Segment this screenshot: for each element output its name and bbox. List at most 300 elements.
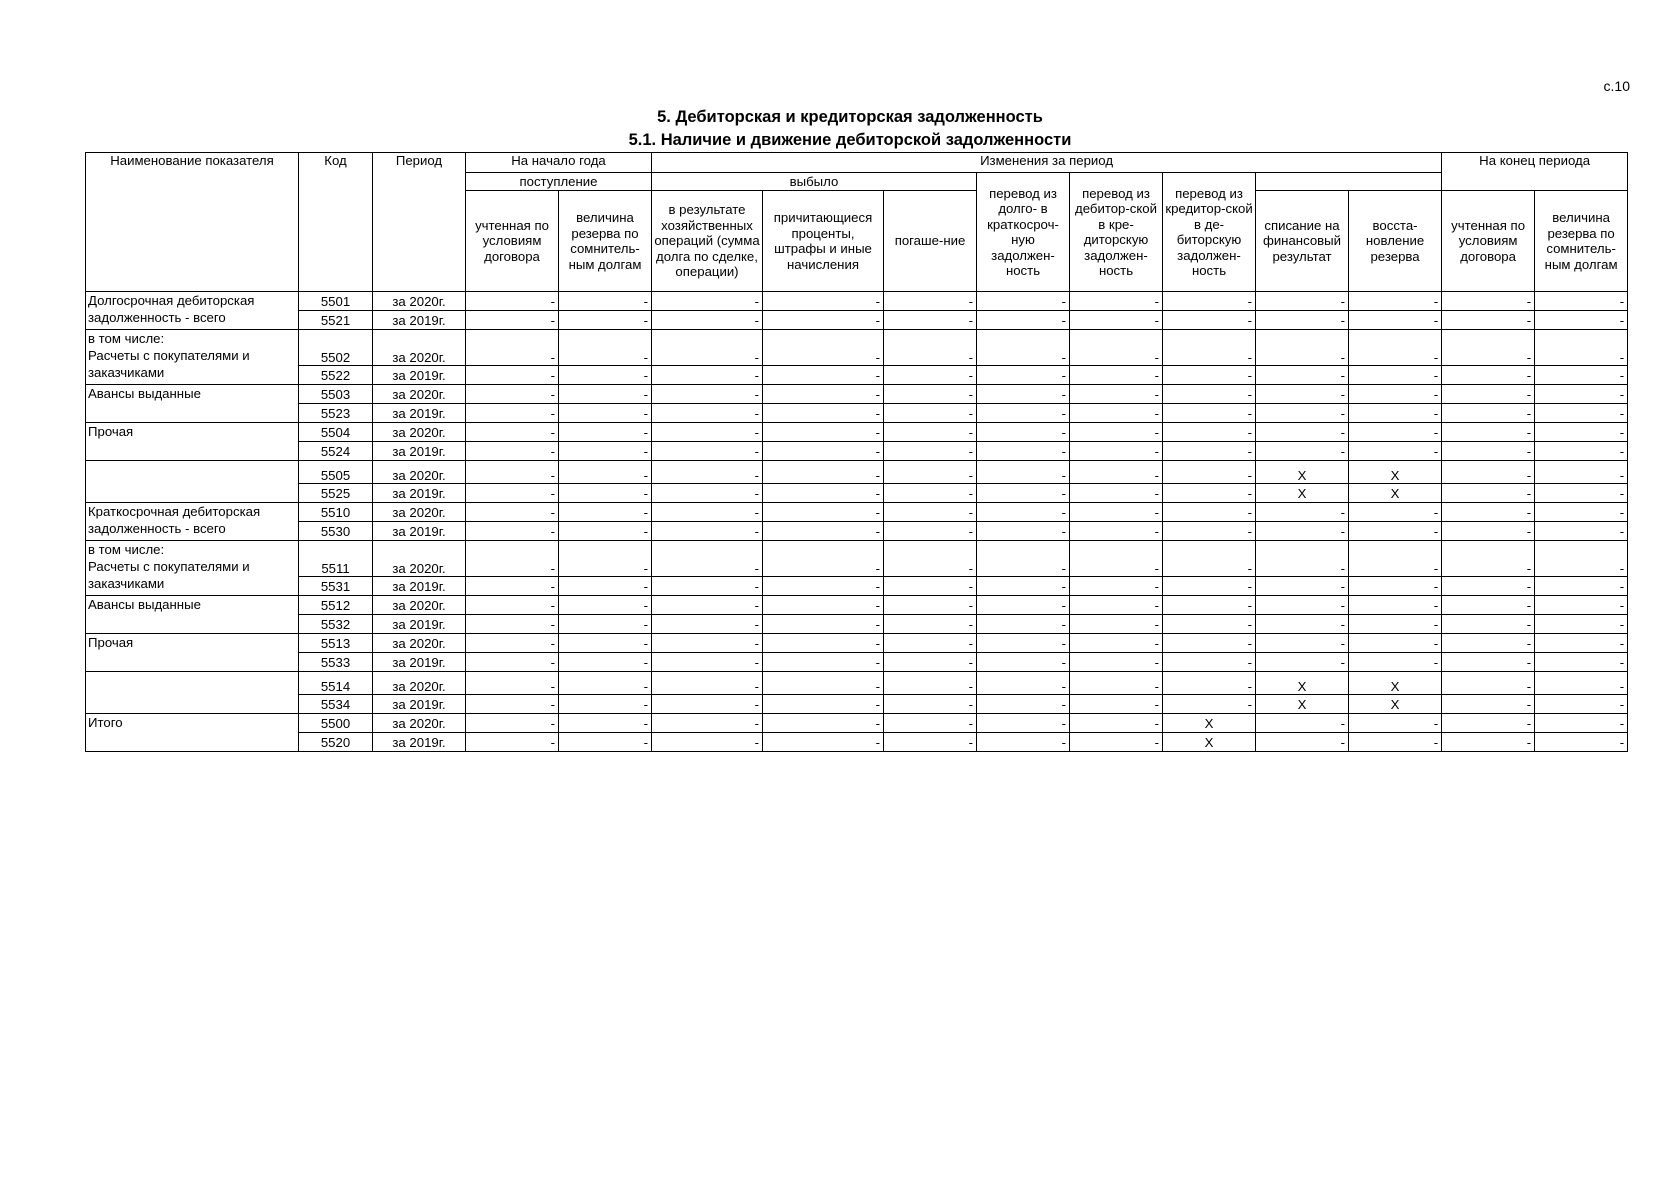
table-cell: - [1070,484,1163,503]
row-period: за 2019г. [373,653,466,672]
row-code: 5523 [299,404,373,423]
table-cell: - [1535,653,1628,672]
page-title: 5. Дебиторская и кредиторская задолженность [657,108,1043,126]
table-cell: - [559,522,652,541]
table-cell: - [884,484,977,503]
table-cell: - [1256,423,1349,442]
table-cell: X [1349,461,1442,484]
table-cell: - [1163,311,1256,330]
table-cell: - [763,522,884,541]
table-cell: - [1349,653,1442,672]
table-cell: - [652,653,763,672]
table-row [86,522,1628,541]
header-start-of-year: На начало года [466,153,652,173]
table-cell: - [1442,695,1535,714]
table-cell: - [466,366,559,385]
row-label [86,672,299,714]
table-cell: - [763,615,884,634]
table-cell: - [763,292,884,311]
table-body [86,292,1628,752]
table-cell: - [1535,292,1628,311]
table-cell: - [652,672,763,695]
table-cell: - [884,596,977,615]
row-code: 5522 [299,366,373,385]
table-cell: - [1163,292,1256,311]
table-cell: - [1070,672,1163,695]
table-cell: - [1070,461,1163,484]
table-cell: - [1442,484,1535,503]
table-cell: - [1442,522,1535,541]
table-cell: - [977,615,1070,634]
table-cell: - [1442,541,1535,577]
header-restore: восста-новление резерва [1349,191,1442,292]
table-cell: X [1349,672,1442,695]
table-cell: - [1256,404,1349,423]
row-label-line: в том числе: [88,331,165,346]
table-cell: - [1163,442,1256,461]
table-cell: - [466,577,559,596]
table-cell: - [1535,695,1628,714]
table-cell: - [559,672,652,695]
table-cell: - [1349,366,1442,385]
table-cell: - [977,695,1070,714]
table-cell: - [1256,311,1349,330]
table-cell: - [1535,503,1628,522]
table-cell: - [652,366,763,385]
header-repayment: погаше-ние [884,191,977,292]
table-cell: - [466,522,559,541]
table-cell: - [1442,461,1535,484]
row-label: Авансы выданные [86,596,299,634]
table-cell: - [977,503,1070,522]
table-cell: - [1535,672,1628,695]
table-cell: - [1535,634,1628,653]
row-code: 5532 [299,615,373,634]
row-code: 5530 [299,522,373,541]
table-cell: - [1535,733,1628,752]
header-inflow: поступление [466,173,652,191]
table-cell: - [466,615,559,634]
table-cell: - [559,541,652,577]
table-cell: - [1256,503,1349,522]
header-recorded-end: учтенная по условиям договора [1442,191,1535,292]
table-cell: - [652,292,763,311]
table-cell: - [977,672,1070,695]
table-row [86,634,1628,653]
table-cell: - [1070,615,1163,634]
row-label: Долгосрочная дебиторская задолженность - всего [86,292,299,330]
row-code: 5513 [299,634,373,653]
table-cell: - [1535,615,1628,634]
table-cell: - [884,634,977,653]
table-cell: - [652,461,763,484]
table-cell: - [763,311,884,330]
table-row [86,596,1628,615]
table-cell: - [884,330,977,366]
row-label: Прочая [86,634,299,672]
table-cell: - [1163,596,1256,615]
table-cell: - [1163,366,1256,385]
row-code: 5514 [299,672,373,695]
table-row [86,503,1628,522]
table-cell: - [884,695,977,714]
table-cell: - [1535,423,1628,442]
row-label-line: Расчеты с покупателями и заказчиками [88,559,250,591]
table-cell: - [1349,442,1442,461]
table-cell: - [763,695,884,714]
table-cell: - [559,423,652,442]
table-cell: - [1349,541,1442,577]
table-cell: - [1163,484,1256,503]
table-cell: - [466,292,559,311]
table-row [86,311,1628,330]
table-cell: - [1163,541,1256,577]
table-cell: - [1535,311,1628,330]
table-cell: - [977,653,1070,672]
table-cell: - [884,653,977,672]
table-cell: - [1442,615,1535,634]
table-cell: - [1070,404,1163,423]
table-cell: - [1070,577,1163,596]
table-cell: - [1070,442,1163,461]
page-subtitle: 5.1. Наличие и движение дебиторской задолженности [628,131,1072,149]
row-code: 5503 [299,385,373,404]
table-cell: - [1256,653,1349,672]
table-cell: - [763,714,884,733]
table-row [86,292,1628,311]
table-cell: - [977,733,1070,752]
table-cell: - [977,311,1070,330]
table-cell: - [884,461,977,484]
table-cell: - [977,442,1070,461]
table-cell: - [559,503,652,522]
table-row [86,484,1628,503]
table-cell: - [763,733,884,752]
table-cell: - [1163,461,1256,484]
table-cell: - [559,714,652,733]
row-label [86,541,299,596]
table-cell: - [977,596,1070,615]
table-cell: - [977,366,1070,385]
table-row [86,442,1628,461]
table-cell: - [466,311,559,330]
table-row [86,695,1628,714]
row-period: за 2020г. [373,330,466,366]
table-cell: - [559,404,652,423]
table-row [86,672,1628,695]
table-cell: - [652,541,763,577]
table-cell: - [559,634,652,653]
table-cell: - [1163,672,1256,695]
table-row [86,577,1628,596]
table-cell: - [559,330,652,366]
table-cell: - [1070,695,1163,714]
table-cell: - [884,366,977,385]
table-cell: - [1163,330,1256,366]
row-code: 5531 [299,577,373,596]
header-reserve-end: величина резерва по сомнитель-ным долгам [1535,191,1628,292]
table-cell: - [1442,423,1535,442]
table-cell: - [466,442,559,461]
table-cell: - [1349,404,1442,423]
table-cell: - [1349,596,1442,615]
table-cell: - [977,634,1070,653]
table-cell: - [884,404,977,423]
table-cell: - [1442,596,1535,615]
row-code: 5533 [299,653,373,672]
table-cell: - [1070,385,1163,404]
table-cell: - [1256,714,1349,733]
row-period: за 2020г. [373,292,466,311]
table-cell: - [763,423,884,442]
table-cell: - [1349,385,1442,404]
table-cell: - [466,714,559,733]
row-period: за 2020г. [373,541,466,577]
table-cell: - [977,292,1070,311]
table-cell: - [1535,461,1628,484]
row-label: Авансы выданные [86,385,299,423]
table-cell: - [1163,503,1256,522]
row-code: 5502 [299,330,373,366]
table-cell: - [1535,522,1628,541]
table-cell: - [977,522,1070,541]
row-period: за 2020г. [373,714,466,733]
table-cell: - [652,423,763,442]
table-cell: - [1349,423,1442,442]
table-cell: - [977,461,1070,484]
table-cell: X [1163,714,1256,733]
header-business-ops: в результате хозяйственных операций (сумма долга по сделке, операции) [652,191,763,292]
table-cell: - [884,672,977,695]
table-cell: - [1070,653,1163,672]
table-cell: - [884,423,977,442]
table-cell: - [559,461,652,484]
table-cell: - [1256,292,1349,311]
table-cell: - [763,404,884,423]
table-cell: X [1256,695,1349,714]
row-code: 5511 [299,541,373,577]
table-cell: - [1442,330,1535,366]
table-row [86,385,1628,404]
table-cell: - [652,695,763,714]
table-cell: - [466,330,559,366]
table-cell: - [1256,615,1349,634]
table-cell: - [1163,634,1256,653]
table-cell: - [1163,522,1256,541]
table-cell: - [559,442,652,461]
table-cell: - [1163,577,1256,596]
table-cell: - [1442,385,1535,404]
table-cell: - [1442,366,1535,385]
table-cell: - [977,404,1070,423]
table-cell: X [1163,733,1256,752]
row-period: за 2020г. [373,596,466,615]
table-row [86,330,1628,366]
row-period: за 2020г. [373,385,466,404]
table-cell: - [884,714,977,733]
table-cell: X [1349,695,1442,714]
header-transfer-deb-cred: перевод из дебитор-ской в кре-диторскую задолжен-ность [1070,173,1163,292]
table-cell: - [652,714,763,733]
table-cell: - [763,577,884,596]
table-cell: - [559,733,652,752]
table-cell: - [977,385,1070,404]
table-cell: - [1256,577,1349,596]
table-cell: - [466,672,559,695]
header-name: Наименование показателя [86,153,299,292]
table-cell: - [884,733,977,752]
table-cell: - [1349,311,1442,330]
table-cell: - [1535,442,1628,461]
table-cell: - [1442,503,1535,522]
header-period: Период [373,153,466,292]
header-reserve: величина резерва по сомнитель-ным долгам [559,191,652,292]
table-cell: - [1256,541,1349,577]
table-cell: - [1070,541,1163,577]
row-period: за 2020г. [373,503,466,522]
table-cell: - [652,577,763,596]
table-row [86,366,1628,385]
table-cell: X [1349,484,1442,503]
row-label [86,330,299,385]
table-cell: - [559,653,652,672]
table-cell: - [977,714,1070,733]
table-cell: - [466,733,559,752]
row-label-line: Расчеты с покупателями и заказчиками [88,348,250,380]
table-row [86,423,1628,442]
table-cell: - [977,330,1070,366]
row-label [86,461,299,503]
header-end-of-period: На конец периода [1442,153,1628,191]
table-cell: - [977,484,1070,503]
table-cell: - [1349,714,1442,733]
header-transfer-long-short: перевод из долго- в краткосроч-ную задолжен-ность [977,173,1070,292]
table-cell: - [1256,522,1349,541]
table-cell: - [977,541,1070,577]
table-cell: - [1256,330,1349,366]
table-cell: - [763,634,884,653]
table-cell: - [1442,672,1535,695]
receivables-table [85,152,1628,752]
header-transfer-cred-deb: перевод из кредитор-ской в де-биторскую задолжен-ность [1163,173,1256,292]
table-cell: - [652,733,763,752]
table-cell: - [466,541,559,577]
table-cell: - [466,653,559,672]
table-cell: - [1535,577,1628,596]
table-cell: - [1349,615,1442,634]
table-cell: - [763,484,884,503]
row-code: 5525 [299,484,373,503]
table-cell: - [1535,366,1628,385]
table-cell: - [1442,442,1535,461]
table-cell: - [884,615,977,634]
table-cell: - [652,503,763,522]
row-period: за 2019г. [373,404,466,423]
table-cell: - [884,385,977,404]
row-period: за 2019г. [373,733,466,752]
table-cell: - [1535,330,1628,366]
table-cell: - [1349,503,1442,522]
table-cell: - [1535,484,1628,503]
row-period: за 2019г. [373,695,466,714]
table-cell: - [763,461,884,484]
table-cell: - [1163,615,1256,634]
table-cell: - [1349,634,1442,653]
table-cell: - [652,442,763,461]
table-cell: - [652,311,763,330]
row-period: за 2019г. [373,311,466,330]
table-cell: - [1349,292,1442,311]
row-period: за 2020г. [373,634,466,653]
table-cell: - [1163,423,1256,442]
table-cell: - [763,653,884,672]
row-period: за 2019г. [373,522,466,541]
row-code: 5534 [299,695,373,714]
table-cell: - [559,596,652,615]
row-label: Прочая [86,423,299,461]
table-cell: - [1442,634,1535,653]
table-cell: - [1070,423,1163,442]
table-cell: - [763,330,884,366]
row-code: 5505 [299,461,373,484]
table-cell: - [1163,404,1256,423]
row-period: за 2019г. [373,615,466,634]
row-period: за 2020г. [373,672,466,695]
row-label-line: в том числе: [88,542,165,557]
header-interest: причитающиеся проценты, штрафы и иные начисления [763,191,884,292]
table-cell: - [559,292,652,311]
row-period: за 2020г. [373,423,466,442]
row-period: за 2019г. [373,366,466,385]
table-cell: - [466,634,559,653]
table-cell: - [466,503,559,522]
table-cell: - [466,484,559,503]
table-cell: - [884,522,977,541]
header-outflow: выбыло [652,173,977,191]
table-cell: - [1070,522,1163,541]
table-cell: - [466,695,559,714]
table-cell: - [1163,385,1256,404]
table-cell: - [1070,503,1163,522]
table-cell: - [1070,330,1163,366]
table-row [86,404,1628,423]
table-cell: - [652,634,763,653]
table-cell: - [884,292,977,311]
table-cell: - [559,385,652,404]
table-cell: - [559,695,652,714]
table-cell: - [1535,541,1628,577]
table-cell: - [559,484,652,503]
table-cell: - [1256,596,1349,615]
table-cell: - [1256,366,1349,385]
table-cell: - [763,596,884,615]
table-cell: - [652,522,763,541]
table-cell: - [1070,634,1163,653]
table-cell: - [763,442,884,461]
table-cell: X [1256,484,1349,503]
table-cell: - [652,330,763,366]
row-period: за 2019г. [373,577,466,596]
table-row [86,461,1628,484]
table-cell: - [884,442,977,461]
table-cell: - [1070,292,1163,311]
table-cell: - [652,404,763,423]
table-cell: - [1442,311,1535,330]
table-cell: - [559,577,652,596]
row-period: за 2019г. [373,442,466,461]
table-cell: - [1349,330,1442,366]
table-cell: - [652,615,763,634]
